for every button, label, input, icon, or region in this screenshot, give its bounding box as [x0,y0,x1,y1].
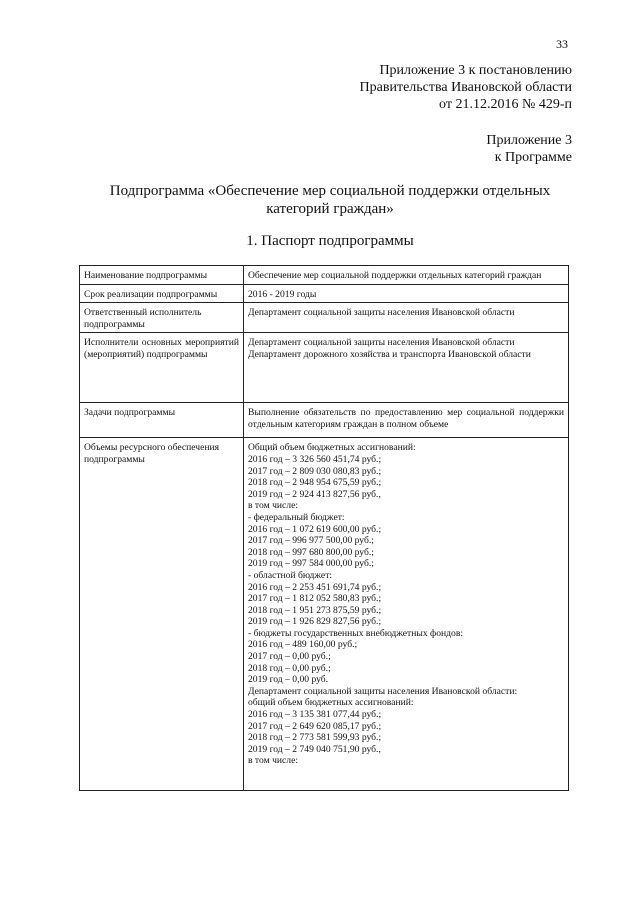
subprogram-title-line1: Подпрограмма «Обеспечение мер социальной поддержки отдельных [109,183,551,199]
page-number: 33 [556,37,568,51]
appendix-program-header [486,132,572,166]
value-cell-period: 2016 - 2019 годы [244,284,569,303]
funding-line: - бюджеты государственных внебюджетных фондов: [248,627,464,639]
funding-line: 2016 год – 489 160,00 руб.; [248,639,358,651]
funding-line: 2019 год – 2 749 040 751,90 руб., [248,743,381,755]
funding-line: 2019 год – 0,00 руб. [248,674,329,686]
funding-line: 2017 год – 996 977 500,00 руб.; [248,535,374,547]
table-row-funding [80,438,569,791]
funding-line: Общий объем бюджетных ассигнований: [248,442,416,454]
funding-line: 2019 год – 1 926 829 827,56 руб.; [248,616,382,628]
funding-line: 2018 год – 997 680 800,00 руб.; [248,546,374,558]
value-cell-name: Обеспечение мер социальной поддержки отдельных категорий граждан [244,266,569,285]
funding-line: 2018 год – 0,00 руб.; [248,662,331,674]
funding-line: 2016 год – 3 135 381 077,44 руб.; [248,709,382,721]
label-cell-responsible: Ответственный исполнитель подпрограммы [80,303,244,333]
table-row-name [80,266,569,285]
subprogram-title [80,182,580,218]
appendix-resolution-line2: Правительства Ивановской области [359,80,572,95]
funding-line: - федеральный бюджет: [248,511,345,523]
value-cell-executors [244,333,569,403]
appendix-resolution-line3: от 21.12.2016 № 429-п [439,97,572,112]
funding-line: в том числе: [248,500,299,512]
appendix-program-line1: Приложение 3 [486,133,572,148]
funding-line: 2016 год – 1 072 619 600,00 руб.; [248,523,382,535]
appendix-resolution-line1: Приложение 3 к постановлению [379,63,572,78]
value-cell-tasks: Выполнение обязательств по предоставлению мер социальной поддержки отдельным категориям граждан в полном объеме [244,403,569,438]
funding-line: 2016 год – 3 326 560 451,74 руб.; [248,453,382,465]
passport-table [79,265,569,791]
appendix-resolution-header [360,62,572,113]
funding-line: Департамент социальной защиты населения Ивановской области: [248,685,518,697]
funding-line: 2018 год – 2 948 954 675,59 руб.; [248,477,382,489]
funding-line: в том числе: [248,755,299,767]
funding-line: общий объем бюджетных ассигнований: [248,697,414,709]
table-row-responsible [80,303,569,333]
table-row-tasks [80,403,569,438]
table-row-executors [80,333,569,403]
funding-line: 2017 год – 2 809 030 080,83 руб.; [248,465,382,477]
value-cell-funding [244,438,569,791]
label-cell-period: Срок реализации подпрограммы [80,284,244,303]
label-cell-tasks: Задачи подпрограммы [80,403,244,438]
label-cell-funding: Объемы ресурсного обеспечения подпрограммы [80,438,244,791]
appendix-program-line2: к Программе [494,150,572,165]
label-cell-executors: Исполнители основных мероприятий (мероприятий) подпрограммы [80,333,244,403]
funding-line: - областной бюджет: [248,569,333,581]
section-title: 1. Паспорт подпрограммы [246,233,414,249]
table-row-period [80,284,569,303]
funding-line: 2018 год – 2 773 581 599,93 руб.; [248,732,382,744]
funding-line: 2017 год – 2 649 620 085,17 руб.; [248,720,382,732]
executor-1: Департамент социальной защиты населения Ивановской области [248,337,515,349]
funding-line: 2018 год – 1 951 273 875,59 руб.; [248,604,382,616]
funding-line: 2017 год – 1 812 052 580,83 руб.; [248,593,382,605]
funding-line: 2016 год – 2 253 451 691,74 руб.; [248,581,382,593]
funding-lines [248,442,564,767]
funding-line: 2019 год – 997 584 000,00 руб.; [248,558,374,570]
executor-2: Департамент дорожного хозяйства и транспорта Ивановской области [248,348,531,360]
label-cell-name: Наименование подпрограммы [80,266,244,285]
funding-line: 2019 год – 2 924 413 827,56 руб., [248,488,381,500]
value-cell-responsible: Департамент социальной защиты населения Ивановской области [244,303,569,333]
subprogram-title-line2: категорий граждан» [266,201,394,217]
funding-line: 2017 год – 0,00 руб.; [248,651,331,663]
